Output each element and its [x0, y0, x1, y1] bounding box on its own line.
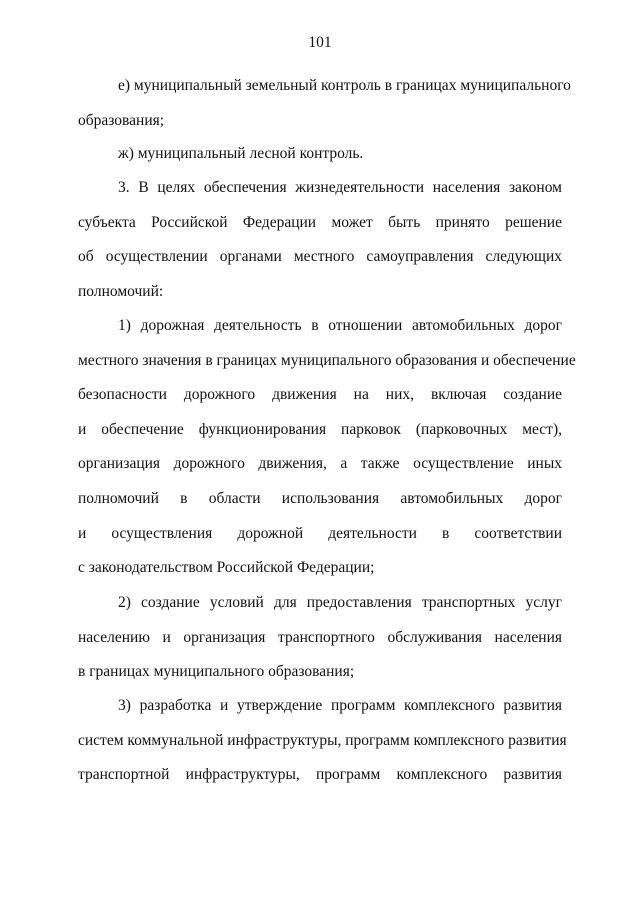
- text-line: 2) создание условий для предоставления транспортных услуг: [118, 594, 562, 611]
- text-line: об осуществлении органами местного самоуправления следующих: [78, 248, 562, 266]
- text-line: образования;: [78, 111, 165, 129]
- paragraph-3: [78, 171, 562, 309]
- text-line: ж) муниципальный лесной контроль.: [118, 145, 364, 162]
- text-line: субъекта Российской Федерации может быть принято решение: [78, 213, 562, 231]
- text-line: безопасности дорожного движения на них, включая создание: [78, 386, 562, 404]
- text-line: систем коммунальной инфраструктуры, программ комплексного развития: [78, 731, 567, 749]
- item-2: [78, 586, 562, 690]
- text-line: полномочий в области использования автомобильных дорог: [78, 489, 562, 507]
- text-line: организация дорожного движения, а также осуществление иных: [78, 455, 562, 473]
- text-line: населению и организация транспортного обслуживания населения: [78, 628, 562, 646]
- text-line: 1) дорожная деятельность в отношении автомобильных дорог: [118, 317, 562, 334]
- item-1: [78, 309, 576, 586]
- page-number: 101: [308, 34, 332, 51]
- text-line: е) муниципальный земельный контроль в границах муниципального: [118, 77, 571, 94]
- paragraph-e: [78, 69, 571, 138]
- item-3: [78, 689, 567, 793]
- text-line: 3. В целях обеспечения жизнедеятельности населения законом: [118, 179, 562, 196]
- text-line: и осуществления дорожной деятельности в соответствии: [78, 524, 562, 542]
- text-line: 3) разработка и утверждение программ комплексного развития: [118, 697, 562, 714]
- text-line: транспортной инфраструктуры, программ комплексного развития: [78, 766, 562, 784]
- text-line: местного значения в границах муниципального образования и обеспечение: [78, 351, 576, 369]
- text-line: и обеспечение функционирования парковок (парковочных мест),: [78, 420, 562, 438]
- text-line: с законодательством Российской Федерации;: [78, 559, 375, 577]
- paragraph-zh: [78, 137, 562, 172]
- text-line: полномочий:: [78, 282, 164, 300]
- text-line: в границах муниципального образования;: [78, 663, 355, 681]
